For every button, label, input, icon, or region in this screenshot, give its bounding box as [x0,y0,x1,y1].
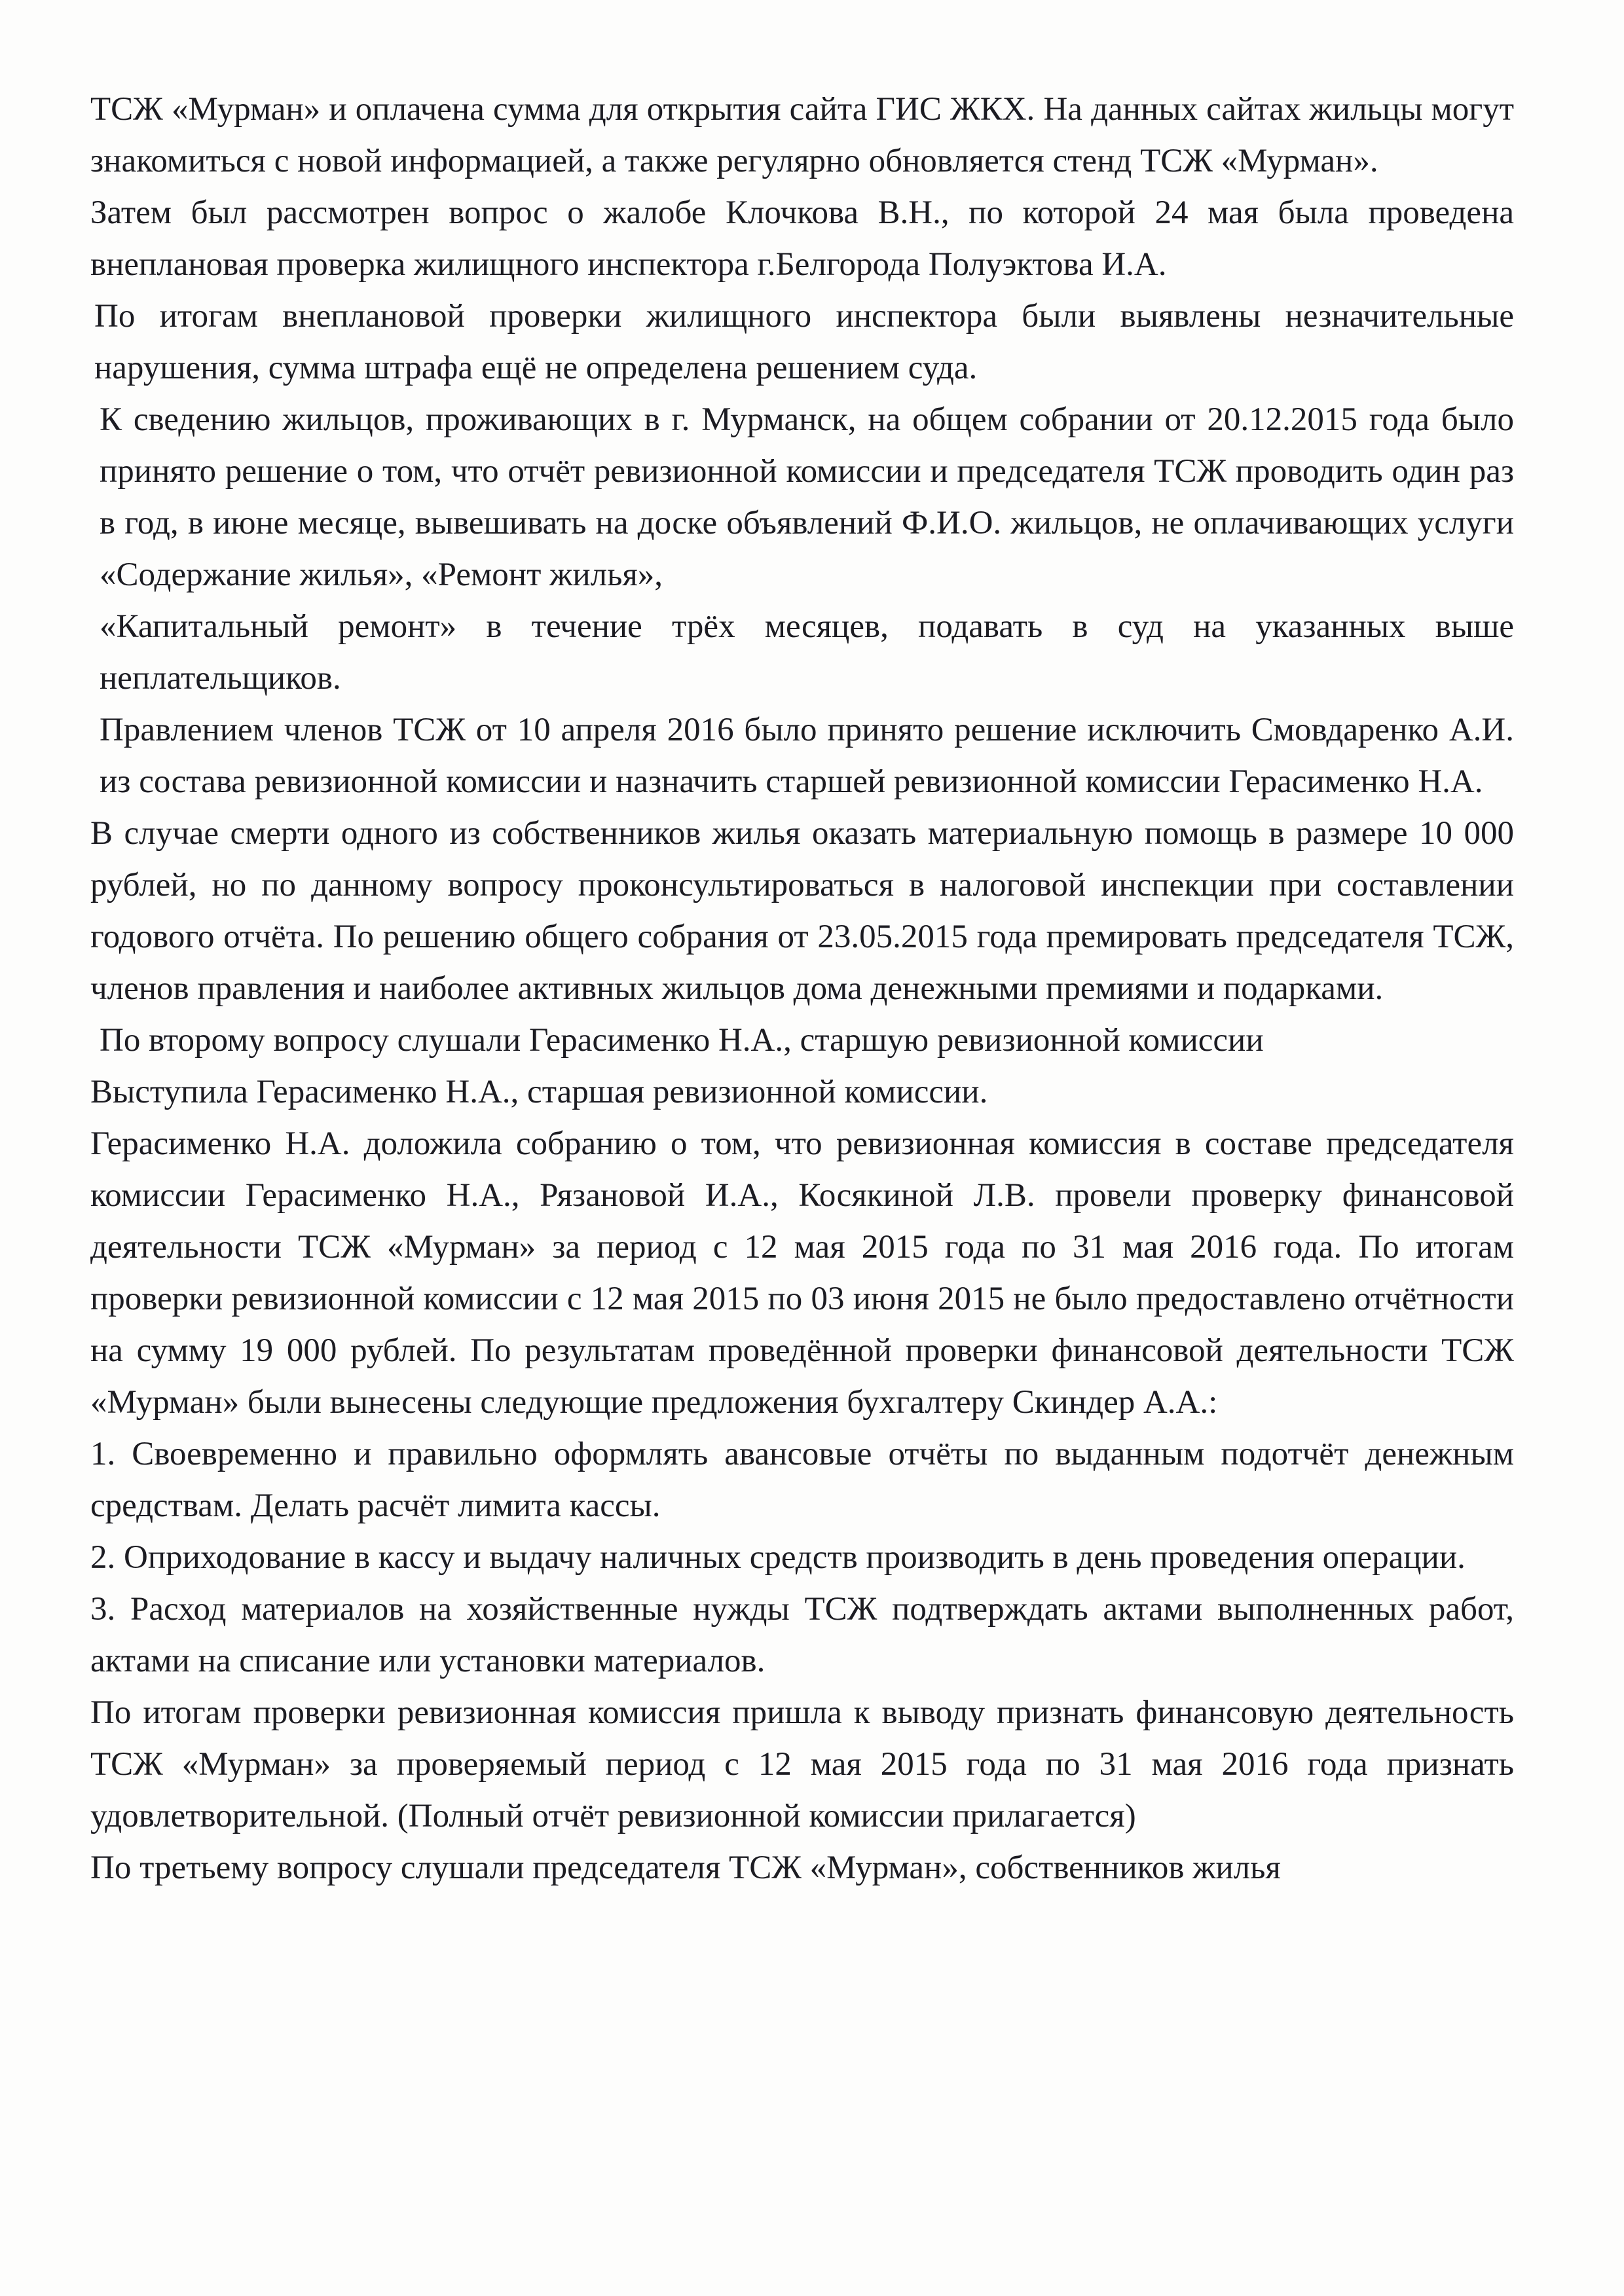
list-item-2: 2. Оприходование в кассу и выдачу наличных средств производить в день проведения операции. [90,1539,1466,1576]
paragraph-material-aid: В случае смерти одного из собственников жилья оказать материальную помощь в размере 10 000 рублей, но по данному вопросу проконсультироваться в налоговой инспекции при составлении годового отчёта. По решению общего собрания от 23.05.2015 года премировать председателя ТСЖ, членов правления и наиболее активных жильцов дома денежными премиями и подарками. [90,815,1514,1007]
paragraph-speaker: Выступила Герасименко Н.А., старшая ревизионной комиссии. [90,1074,988,1110]
paragraph-capital-repair: «Капитальный ремонт» в течение трёх месяцев, подавать в суд на указанных выше неплательщиков. [100,608,1514,697]
document-body [90,84,1514,1894]
paragraph-inspection-result: По итогам внеплановой проверки жилищного инспектора были выявлены незначительные нарушения, сумма штрафа ещё не определена решением суда. [94,298,1514,386]
paragraph-audit-report: Герасименко Н.А. доложила собранию о том, что ревизионная комиссия в составе председателя комиссии Герасименко Н.А., Рязановой И.А., Косякиной Л.В. провели проверку финансовой деятельности ТСЖ «Мурман» за период с 12 мая 2015 года по 31 мая 2016 года. По итогам проверки ревизионной комиссии с 12 мая 2015 по 03 июня 2015 не было предоставлено отчётности на сумму 19 000 рублей. По результатам проведённой проверки финансовой деятельности ТСЖ «Мурман» были вынесены следующие предложения бухгалтеру Скиндер А.А.: [90,1125,1514,1421]
paragraph-general-meeting: К сведению жильцов, проживающих в г. Мурманск, на общем собрании от 20.12.2015 года было принято решение о том, что отчёт ревизионной комиссии и председателя ТСЖ проводить один раз в год, в июне месяце, вывешивать на доске объявлений Ф.И.О. жильцов, не оплачивающих услуги «Содержание жилья», «Ремонт жилья», [100,401,1514,593]
paragraph-second-question: По второму вопросу слушали Герасименко Н.А., старшую ревизионной комиссии [100,1022,1264,1059]
list-item-3: 3. Расход материалов на хозяйственные нужды ТСЖ подтверждать актами выполненных работ, актами на списание или установки материалов. [90,1591,1514,1679]
paragraph-audit-conclusion: По итогам проверки ревизионная комиссия пришла к выводу признать финансовую деятельность ТСЖ «Мурман» за проверяемый период с 12 мая 2015 года по 31 мая 2016 года признать удовлетворительной. (Полный отчёт ревизионной комиссии прилагается) [90,1694,1514,1834]
paragraph-third-question: По третьему вопросу слушали председателя ТСЖ «Мурман», собственников жилья [90,1850,1281,1886]
paragraph-board-decision: Правлением членов ТСЖ от 10 апреля 2016 было принято решение исключить Смовдаренко А.И. из состава ревизионной комиссии и назначить старшей ревизионной комиссии Герасименко Н.А. [100,712,1514,800]
paragraph-complaint: Затем был рассмотрен вопрос о жалобе Клочкова В.Н., по которой 24 мая была проведена внеплановая проверка жилищного инспектора г.Белгорода Полуэктова И.А. [90,194,1514,283]
paragraph-gis-site: ТСЖ «Мурман» и оплачена сумма для открытия сайта ГИС ЖКХ. На данных сайтах жильцы могут знакомиться с новой информацией, а также регулярно обновляется стенд ТСЖ «Мурман». [90,91,1514,179]
list-item-1: 1. Своевременно и правильно оформлять авансовые отчёты по выданным подотчёт денежным средствам. Делать расчёт лимита кассы. [90,1436,1514,1524]
